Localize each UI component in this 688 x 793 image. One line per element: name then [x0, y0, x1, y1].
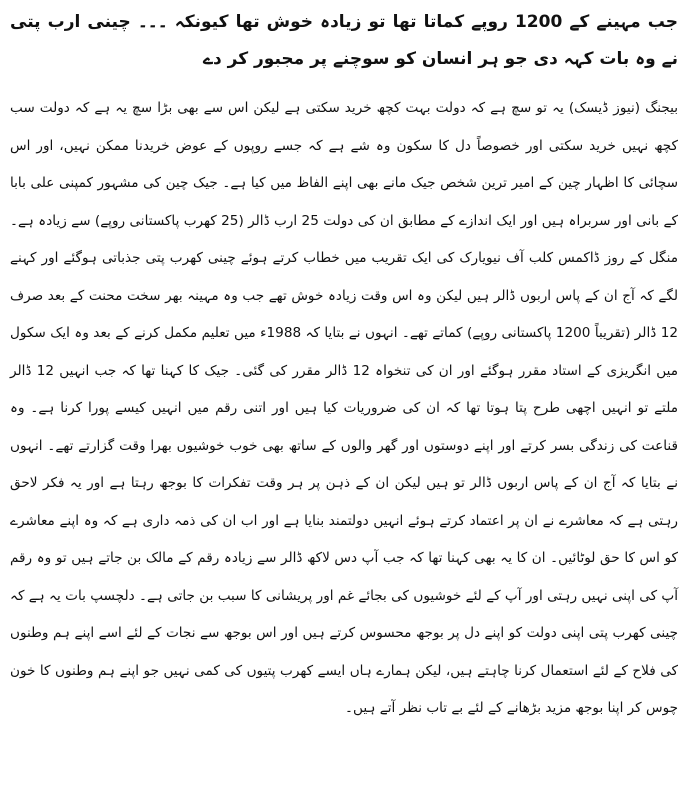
article-body: بیجنگ (نیوز ڈیسک) یہ تو سچ ہے کہ دولت بہت کچھ خرید سکتی ہے لیکن اس سے بھی بڑا سچ یہ ہے کہ دولت سب کچھ نہیں خرید سکتی اور خصوصاً دل کا سکون وہ شے ہے کہ جسے روپوں کے عوض خریدنا ممکن نہیں، اور اس سچائی کا اظہار چین کے امیر ترین شخص جیک مانے بھی اپنے الفاظ میں کیا ہے۔ جیک چین کی مشہور کمپنی علی بابا کے بانی اور سربراہ ہیں اور ایک اندازے کے مطابق ان کی دولت 25 ارب ڈالر (25 کھرب پاکستانی روپے) سے زیادہ ہے۔ منگل کے روز ڈاکمس کلب آف نیویارک کی ایک تقریب میں خطاب کرتے ہوئے چینی کھرب پتی جذباتی ہوگئے اور کہنے لگے کہ آج ان کے پاس اربوں ڈالر ہیں لیکن وہ اس وقت زیادہ خوش تھے جب وہ مہینہ بھر سخت محنت کے بعد صرف 12 ڈالر (تقریباً 1200 پاکستانی روپے) کماتے تھے۔ انہوں نے بتایا کہ 1988ء میں تعلیم مکمل کرنے کے بعد وہ ایک سکول میں انگریزی کے استاد مقرر ہوگئے اور ان کی تنخواہ 12 ڈالر مقرر کی گئی۔ جیک کا کہنا تھا کہ جب انہیں 12 ڈالر ملتے تو انہیں اچھی طرح پتا ہوتا تھا کہ ان کی ضروریات کیا ہیں اور اتنی رقم میں انہیں کیسے پورا کرنا ہے۔ وہ قناعت کی زندگی بسر کرتے اور اپنے دوستوں اور گھر والوں کے ساتھ بھی خوب خوشیوں بھرا وقت گزارتے تھے۔ انہوں نے بتایا کہ آج ان کے پاس اربوں ڈالر تو ہیں لیکن ان کے ذہن پر ہر وقت تفکرات کا بوجھ رہتا ہے اور یہ فکر لاحق رہتی ہے کہ معاشرے نے ان پر اعتماد کرتے ہوئے انہیں دولتمند بنایا ہے اور اب ان کی ذمہ داری ہے کہ وہ اپنے معاشرے کو اس کا حق لوٹائیں۔ ان کا یہ بھی کہنا تھا کہ جب آپ دس لاکھ ڈالر سے زیادہ رقم کے مالک بن جاتے ہیں تو وہ رقم آپ کی اپنی نہیں رہتی اور آپ کے لئے خوشیوں کی بجائے غم اور پریشانی کا سبب بن جاتی ہے۔ دلچسپ بات یہ ہے کہ چینی کھرب پتی اپنی دولت کو اپنے دل پر بوجھ محسوس کرتے ہیں اور اس بوجھ سے نجات کے لئے اسے اپنے ہم وطنوں کی فلاح کے لئے استعمال کرنا چاہتے ہیں، لیکن ہمارے ہاں ایسے کھرب پتیوں کی کمی نہیں جو اپنے ہم وطنوں کا خون چوس کر اپنا بوجھ مزید بڑھانے کے لئے بے تاب نظر آتے ہیں۔: [10, 100, 679, 716]
article-headline: جب مہینے کے 1200 روپے کماتا تھا تو زیادہ خوش تھا کیونکہ ۔۔۔ چینی ارب پتی نے وہ بات کہہ دی جو ہر انسان کو سوچنے پر مجبور کر دے: [10, 12, 678, 69]
news-article: [10, 4, 678, 728]
